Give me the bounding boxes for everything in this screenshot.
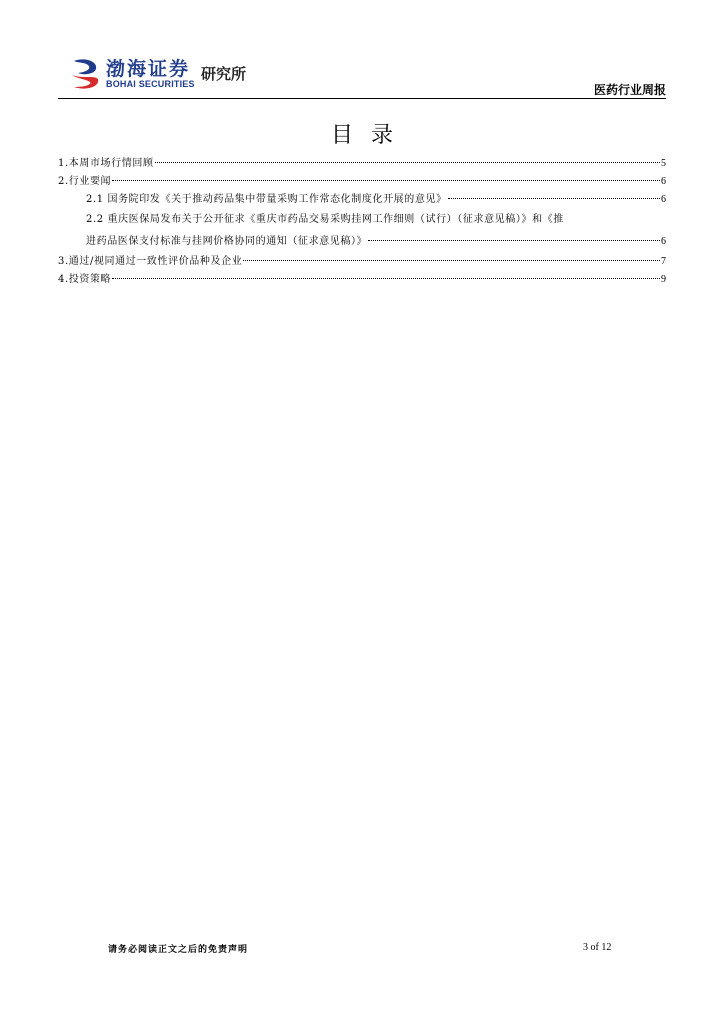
- toc-entry-continued[interactable]: [58, 231, 666, 253]
- page-title: 目录: [330, 123, 411, 148]
- toc-entry[interactable]: [58, 173, 666, 191]
- toc-entry[interactable]: [58, 191, 666, 209]
- footer-page-number: 3 of 12: [583, 942, 612, 953]
- toc-leader-dots: [112, 277, 660, 279]
- toc-entry-page: 6: [661, 194, 666, 205]
- toc-leader-dots: [155, 161, 660, 163]
- toc-leader-dots: [448, 197, 660, 199]
- company-logo: [68, 55, 268, 95]
- toc-entry[interactable]: [58, 155, 666, 173]
- table-of-contents: [58, 155, 666, 289]
- footer-disclaimer: 请务必阅读正文之后的免责声明: [108, 945, 249, 955]
- toc-entry-page: 6: [661, 236, 666, 247]
- toc-entry-text: 2.行业要闻: [58, 176, 112, 187]
- toc-entry[interactable]: [58, 253, 666, 271]
- toc-entry[interactable]: [58, 209, 666, 231]
- report-type: 医药行业周报: [593, 83, 666, 97]
- bohai-logo-icon: [68, 57, 102, 91]
- toc-entry-text: 4.投资策略: [58, 274, 112, 285]
- toc-leader-dots: [243, 259, 660, 261]
- toc-leader-dots: [368, 239, 660, 241]
- toc-entry[interactable]: [58, 271, 666, 289]
- department-name: 研究所: [201, 65, 247, 83]
- toc-entry-page: 6: [661, 176, 666, 187]
- logo-chinese-name: 渤海证券: [106, 58, 191, 80]
- toc-entry-text: 2.1 国务院印发《关于推动药品集中带量采购工作常态化制度化开展的意见》: [86, 194, 447, 205]
- toc-entry-text: 1.本周市场行情回顾: [58, 158, 154, 169]
- toc-entry-text-line1: 2.2 重庆医保局发布关于公开征求《重庆市药品交易采购挂网工作细则（试行）（征求意见稿）》和《推: [86, 214, 564, 225]
- toc-entry-page: 5: [661, 158, 666, 169]
- toc-entry-text: 3.通过/视同通过一致性评价品种及企业: [58, 256, 243, 267]
- logo-english-name: BOHAI SECURITIES: [106, 79, 195, 89]
- header-divider: [58, 98, 666, 99]
- toc-entry-page: 9: [661, 274, 666, 285]
- toc-entry-page: 7: [661, 256, 666, 267]
- toc-entry-text-line2: 进药品医保支付标准与挂网价格协同的通知（征求意见稿）》: [86, 236, 368, 247]
- toc-leader-dots: [112, 179, 660, 181]
